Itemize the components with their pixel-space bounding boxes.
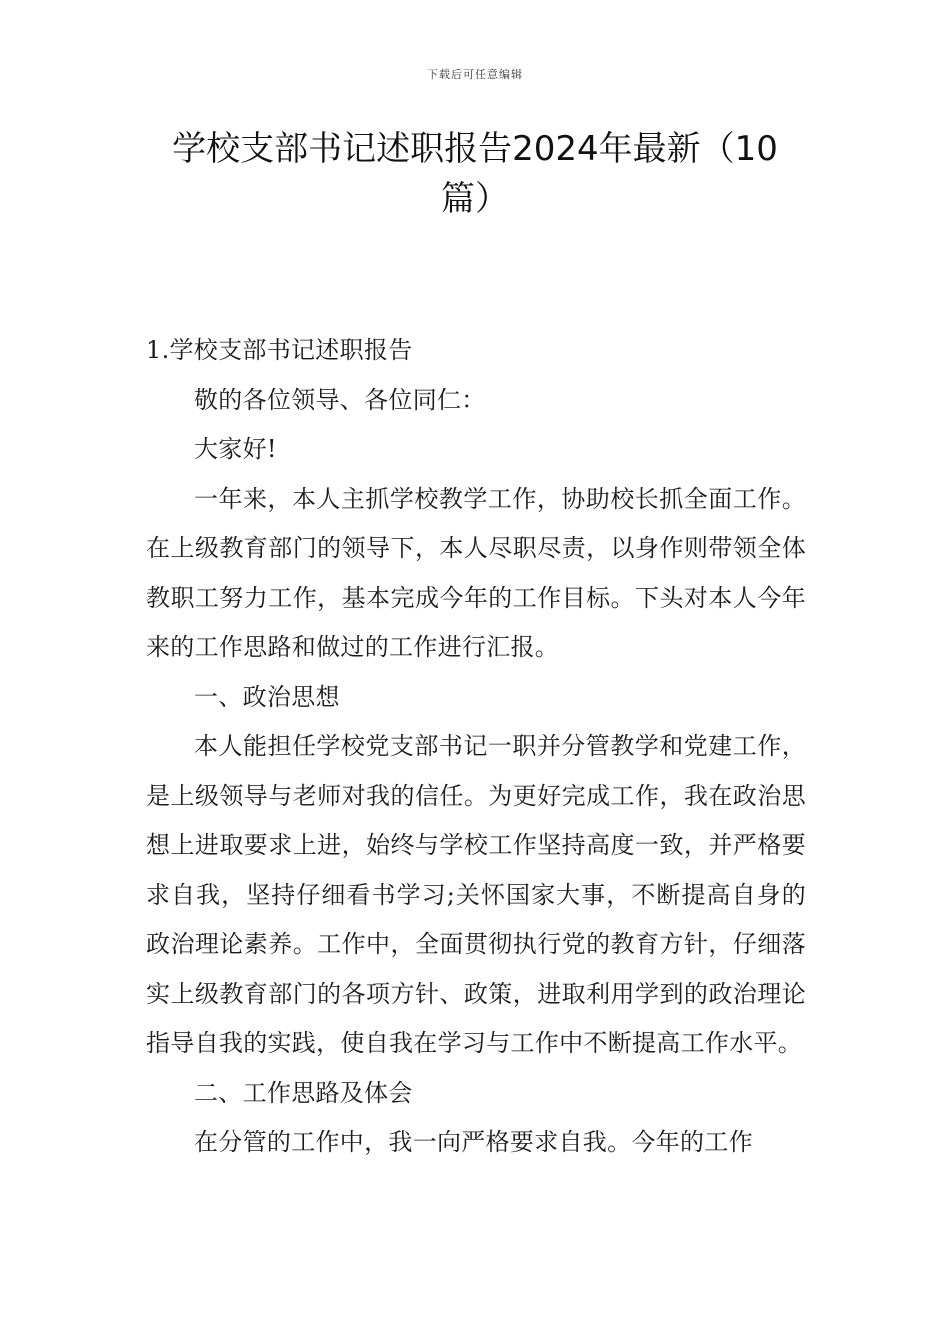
heading-work-ideas: 二、工作思路及体会 <box>194 1078 413 1107</box>
document-body <box>146 326 806 1168</box>
heading-political-thought: 一、政治思想 <box>194 682 340 711</box>
section-heading: 1.学校支部书记述职报告 <box>146 336 413 364</box>
paragraph-work-ideas: 在分管的工作中，我一向严格要求自我。今年的工作 <box>194 1128 753 1156</box>
greeting: 大家好! <box>194 435 277 463</box>
document-title: 学校支部书记述职报告2024年最新（10篇） <box>172 129 778 219</box>
paragraph-political-thought: 本人能担任学校党支部书记一职并分管教学和党建工作，是上级领导与老师对我的信任。为更好完成工作，我在政治思想上进取要求上进，始终与学校工作坚持高度一致，并严格要求自我，坚持仔细看书学习;关怀国家大事，不断提高自身的政治理论素养。工作中，全面贯彻执行党的教育方针，仔细落实上级教育部门的各项方针、政策，进取利用学到的政治理论指导自我的实践，使自我在学习与工作中不断提高工作水平。 <box>146 732 806 1057</box>
salutation: 敬的各位领导、各位同仁： <box>194 385 486 414</box>
header-note: 下载后可任意编辑 <box>427 68 523 81</box>
paragraph-intro: 一年来，本人主抓学校教学工作，协助校长抓全面工作。在上级教育部门的领导下，本人尽职尽责，以身作则带领全体教职工努力工作，基本完成今年的工作目标。下头对本人今年来的工作思路和做过的工作进行汇报。 <box>146 484 806 661</box>
